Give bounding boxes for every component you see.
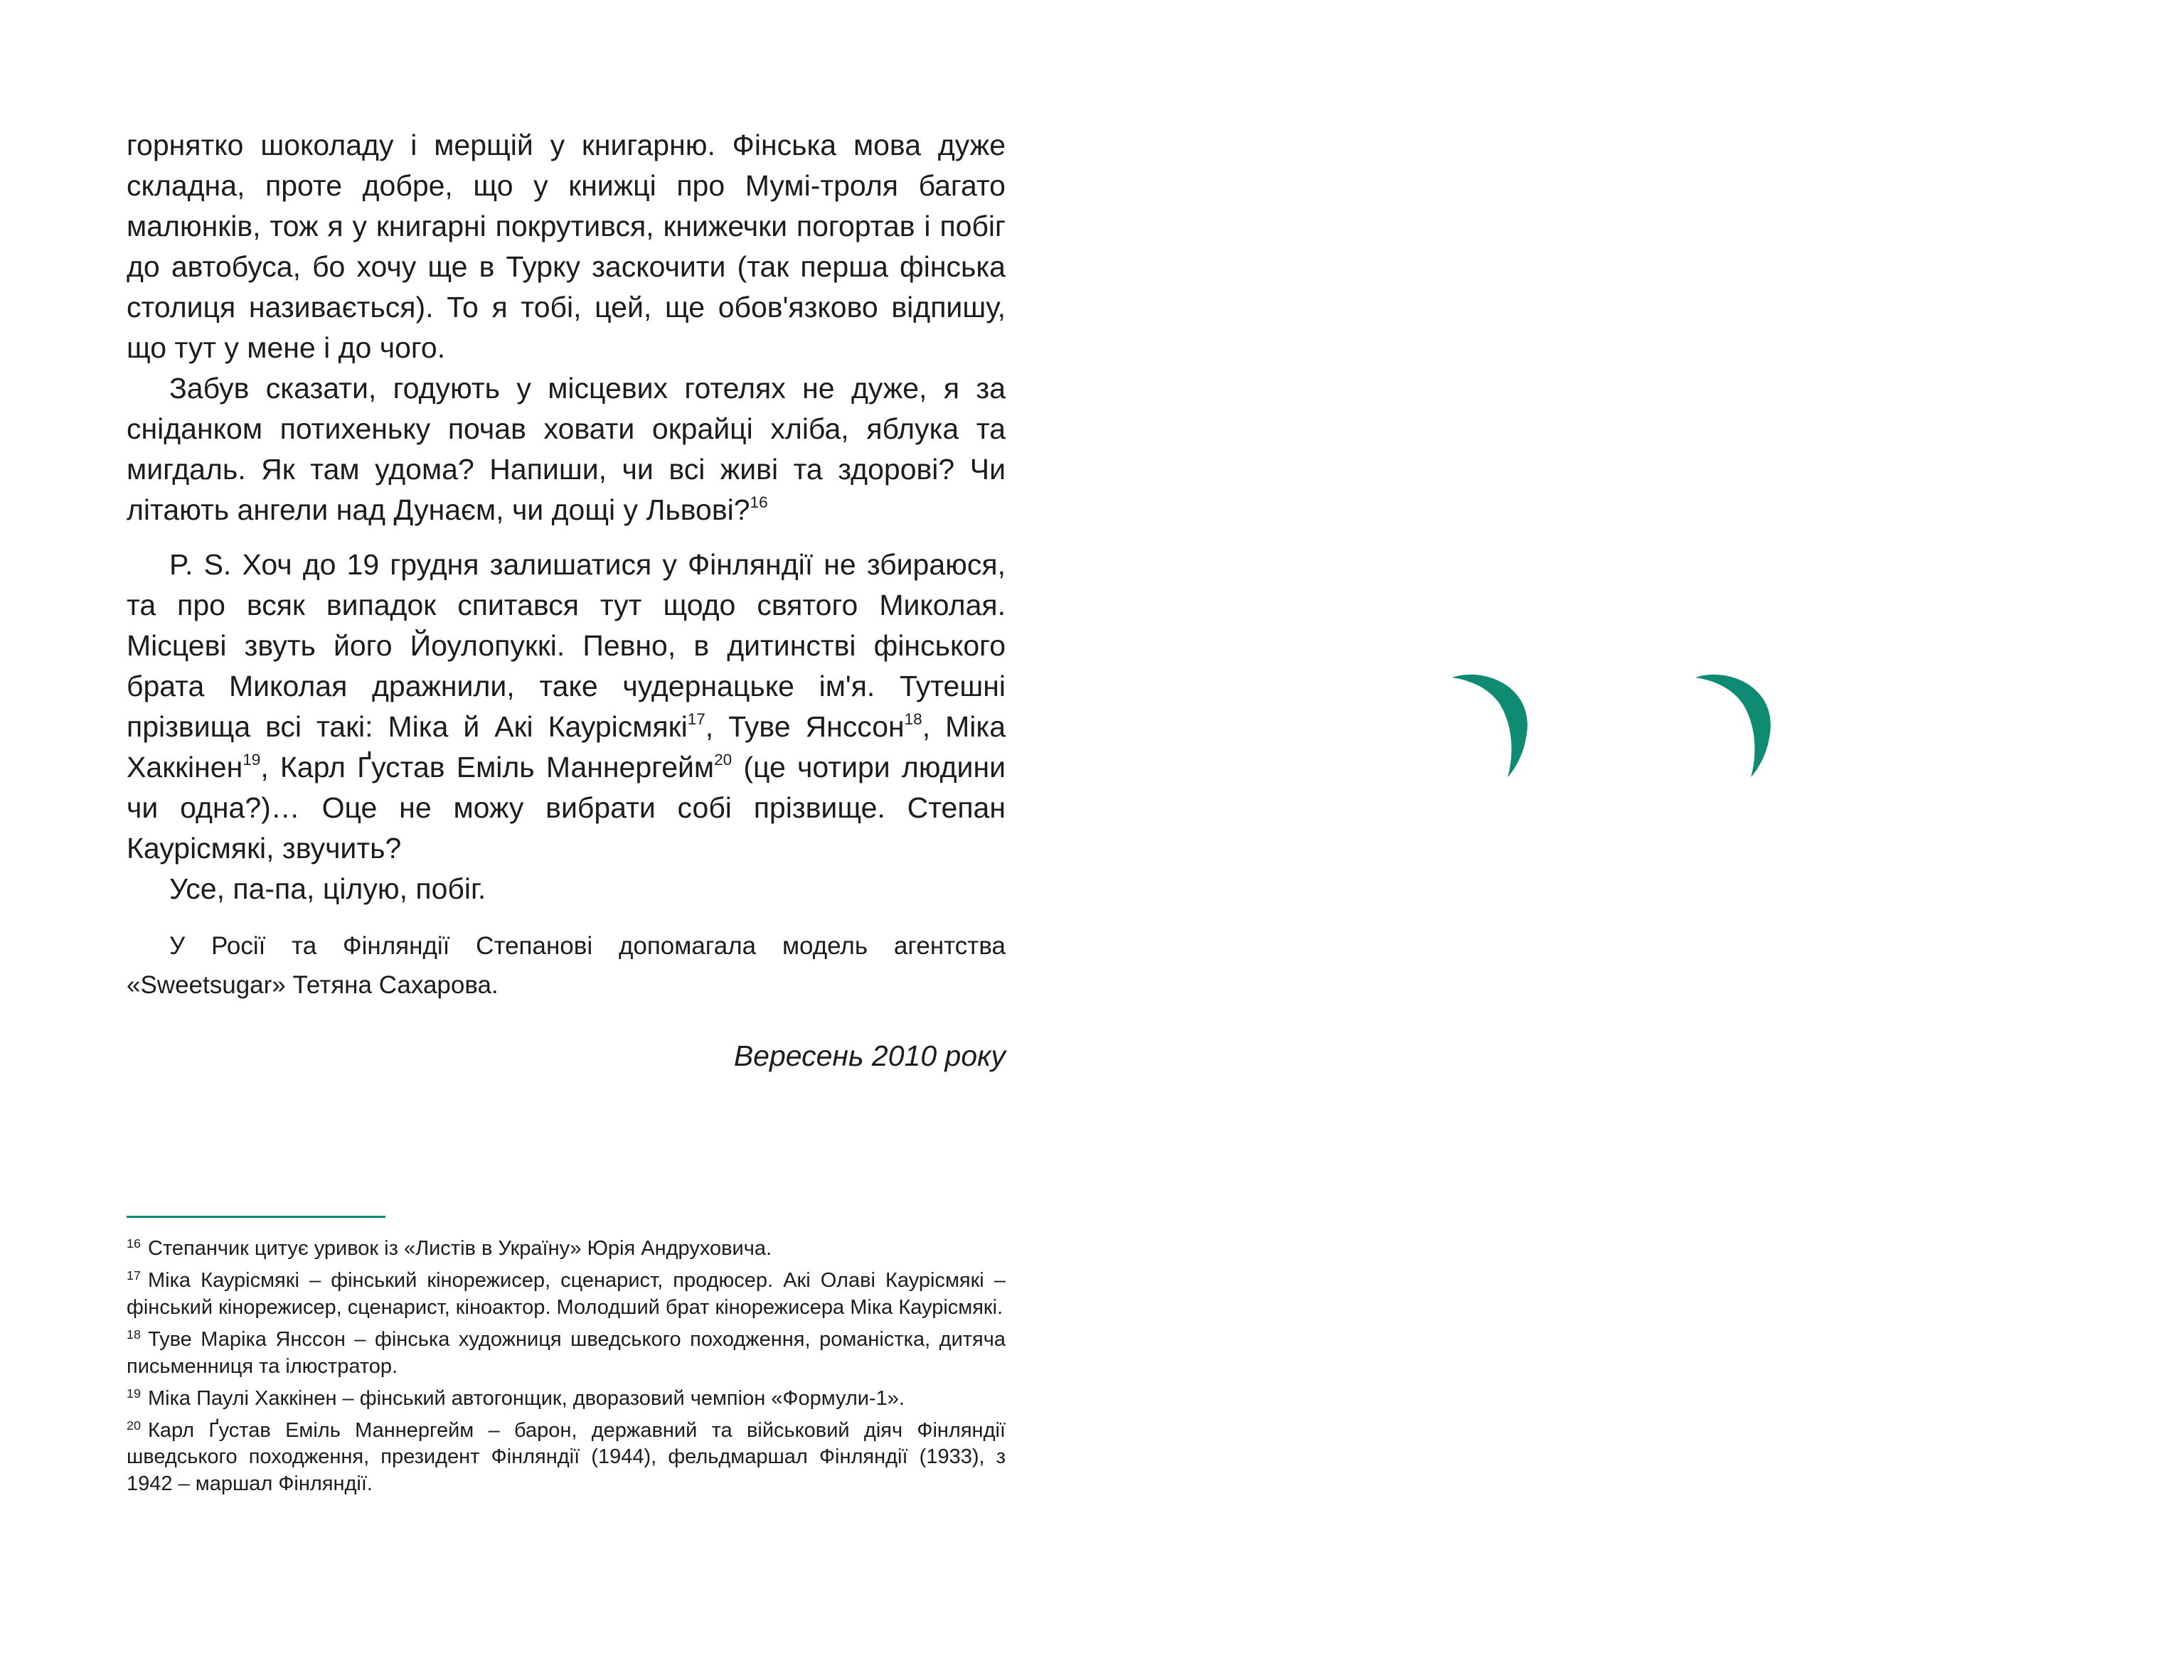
paragraph-text: , Туве Янссон (705, 710, 905, 743)
footnote-ref[interactable]: 18 (904, 710, 922, 729)
paragraph-text: , Карл Ґустав Еміль Маннергейм (260, 751, 715, 783)
footnote-text: Міка Паулі Хаккінен – фінський автогонщик, дворазовий чемпіон «Формули-1». (148, 1386, 905, 1410)
paragraph-text: P. S. Хоч до 19 грудня залишатися у Фінляндії не збираюся, та про всяк випадок спитався тут щодо святого Миколая. Місцеві звуть його Йоулопуккі. Певно, в дитинстві фінського брата Миколая дражнили, таке чудернацьке ім'я. Тутешні прізвища всі такі: Міка й Акі Каурісмякі (127, 548, 1006, 743)
date-line: Вересень 2010 року (733, 1039, 1006, 1072)
footnote (127, 1230, 1006, 1262)
footnote-text: Степанчик цитує уривок із «Листів в Україну» Юрія Андруховича. (148, 1236, 772, 1260)
postscript-paragraph (127, 545, 1006, 869)
footnote-ref[interactable]: 19 (243, 751, 261, 769)
paragraph-text: , Міка Хаккінен (127, 710, 1006, 783)
footnote-text: Карл Ґустав Еміль Маннергейм – барон, державний та військовий діяч Фінляндії шведського походження, президент Фінляндії (1944), фельдмаршал Фінляндії (1933), з 1942 – маршал Фінляндії. (127, 1418, 1006, 1496)
footnote (127, 1321, 1006, 1380)
paragraph: Усе, па-па, цілую, побіг. (169, 872, 486, 905)
footnote-ref[interactable]: 16 (750, 493, 768, 512)
footnote (127, 1412, 1006, 1498)
footnote-number: 20 (127, 1418, 141, 1433)
footnote-number: 18 (127, 1327, 141, 1342)
footnote (127, 1262, 1006, 1321)
footnotes (127, 1230, 1006, 1497)
footnote-ref[interactable]: 20 (714, 751, 733, 769)
paragraph-text: (це чотири людини чи одна?)… Оце не можу вибрати собі прізвище. Степан Каурісмякі, звучить? (127, 751, 1006, 865)
footnote-number: 16 (127, 1236, 141, 1251)
paragraph: горнятко шоколаду і мерщій у книгарню. Фінська мова дуже складна, проте добре, що у книжці про Мумі-троля багато малюнків, тож я у книгарні покрутився, книжечки погортав і побіг до автобуса, бо хочу ще в Турку заскочити (так перша фінська столиця називається). То я тобі, цей, ще обов'язково відпишу, що тут у мене і до чого. (127, 129, 1006, 364)
paragraph-text: Забув сказати, годують у місцевих готелях не дуже, я за сніданком потихеньку почав ховати окрайці хліба, яблука та мигдаль. Як там удома? Напиши, чи всі живі та здорові? Чи літають ангели над Дунаєм, чи дощі у Львові? (127, 372, 1006, 526)
right-page (1092, 0, 2184, 1680)
paragraph (127, 368, 1006, 530)
footnote-ref[interactable]: 17 (687, 710, 705, 729)
credit-note: У Росії та Фінляндії Степанові допомагала модель агентства «Sweetsugar» Тетяна Сахарова. (127, 932, 1006, 999)
closing-quote-mark-icon (1449, 672, 1535, 779)
closing-quote-mark-icon (1693, 672, 1778, 779)
footnote-number: 17 (127, 1268, 141, 1283)
footnote-text: Туве Маріка Янссон – фінська художниця шведського походження, романістка, дитяча письменниця та ілюстратор. (127, 1327, 1006, 1378)
footnote-divider (127, 1216, 385, 1218)
left-page (127, 0, 1006, 1680)
footnote-number: 19 (127, 1386, 141, 1401)
footnote (127, 1380, 1006, 1412)
footnote-text: Міка Каурісмякі – фінський кінорежисер, сценарист, продюсер. Акі Олаві Каурісмякі – фінський кінорежисер, сценарист, кіноактор. Молодший брат кінорежисера Міка Каурісмякі. (127, 1268, 1006, 1319)
letter-body (127, 125, 1006, 909)
